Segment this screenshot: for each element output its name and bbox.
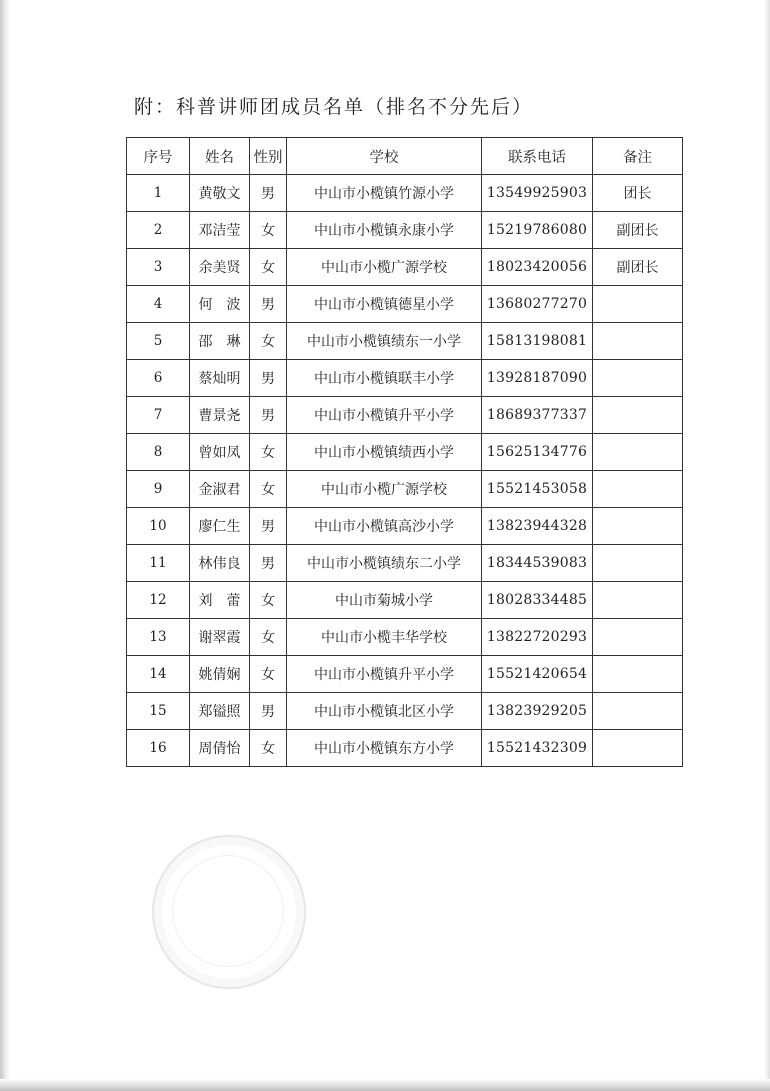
header-no: 序号 xyxy=(127,138,190,175)
table-row xyxy=(127,212,683,249)
page-edge-shadow-bottom xyxy=(0,1079,770,1091)
document-title: 附：科普讲师团成员名单（排名不分先后） xyxy=(134,96,534,118)
cell-gender: 男 xyxy=(250,545,287,582)
cell-school: 中山市小榄镇升平小学 xyxy=(287,656,482,693)
cell-note: 副团长 xyxy=(593,212,683,249)
cell-school: 中山市小榄镇德星小学 xyxy=(287,286,482,323)
table-row xyxy=(127,656,683,693)
cell-gender: 女 xyxy=(250,249,287,286)
cell-gender: 女 xyxy=(250,656,287,693)
cell-school: 中山市小榄镇高沙小学 xyxy=(287,508,482,545)
cell-school: 中山市菊城小学 xyxy=(287,582,482,619)
member-roster-table xyxy=(126,137,683,767)
cell-phone: 15219786080 xyxy=(482,212,593,249)
cell-school: 中山市小榄广源学校 xyxy=(287,249,482,286)
cell-phone: 13823944328 xyxy=(482,508,593,545)
cell-phone: 13822720293 xyxy=(482,619,593,656)
cell-school: 中山市小榄镇东方小学 xyxy=(287,730,482,767)
cell-note xyxy=(593,360,683,397)
cell-note xyxy=(593,619,683,656)
cell-name: 邵 琳 xyxy=(190,323,250,360)
cell-school: 中山市小榄镇绩东二小学 xyxy=(287,545,482,582)
table-row xyxy=(127,693,683,730)
cell-no: 4 xyxy=(127,286,190,323)
cell-school: 中山市小榄镇升平小学 xyxy=(287,397,482,434)
cell-gender: 男 xyxy=(250,397,287,434)
cell-phone: 15521453058 xyxy=(482,471,593,508)
cell-no: 8 xyxy=(127,434,190,471)
cell-no: 7 xyxy=(127,397,190,434)
cell-note xyxy=(593,397,683,434)
cell-note: 副团长 xyxy=(593,249,683,286)
cell-note xyxy=(593,323,683,360)
page-edge-shadow-left xyxy=(0,0,10,1091)
header-phone: 联系电话 xyxy=(482,138,593,175)
page-edge-shadow-right xyxy=(764,0,770,1091)
cell-note xyxy=(593,582,683,619)
cell-school: 中山市小榄镇北区小学 xyxy=(287,693,482,730)
cell-note: 团长 xyxy=(593,175,683,212)
header-gender: 性别 xyxy=(250,138,287,175)
cell-gender: 男 xyxy=(250,508,287,545)
cell-no: 2 xyxy=(127,212,190,249)
cell-gender: 女 xyxy=(250,471,287,508)
header-note: 备注 xyxy=(593,138,683,175)
cell-phone: 18028334485 xyxy=(482,582,593,619)
cell-phone: 15813198081 xyxy=(482,323,593,360)
cell-note xyxy=(593,730,683,767)
cell-no: 15 xyxy=(127,693,190,730)
header-school: 学校 xyxy=(287,138,482,175)
table-row xyxy=(127,323,683,360)
cell-gender: 女 xyxy=(250,212,287,249)
cell-phone: 15521432309 xyxy=(482,730,593,767)
cell-note xyxy=(593,286,683,323)
cell-no: 5 xyxy=(127,323,190,360)
cell-no: 13 xyxy=(127,619,190,656)
cell-school: 中山市小榄镇绩东一小学 xyxy=(287,323,482,360)
cell-gender: 女 xyxy=(250,434,287,471)
cell-name: 金淑君 xyxy=(190,471,250,508)
cell-school: 中山市小榄丰华学校 xyxy=(287,619,482,656)
cell-note xyxy=(593,471,683,508)
table-row xyxy=(127,286,683,323)
cell-phone: 15625134776 xyxy=(482,434,593,471)
cell-note xyxy=(593,656,683,693)
cell-no: 1 xyxy=(127,175,190,212)
cell-name: 廖仁生 xyxy=(190,508,250,545)
cell-phone: 18023420056 xyxy=(482,249,593,286)
cell-note xyxy=(593,545,683,582)
cell-no: 16 xyxy=(127,730,190,767)
cell-no: 14 xyxy=(127,656,190,693)
cell-school: 中山市小榄镇绩西小学 xyxy=(287,434,482,471)
table-row xyxy=(127,249,683,286)
cell-no: 11 xyxy=(127,545,190,582)
cell-note xyxy=(593,693,683,730)
table-header-row xyxy=(127,138,683,175)
cell-name: 刘 蕾 xyxy=(190,582,250,619)
cell-phone: 13823929205 xyxy=(482,693,593,730)
seal-inner-ring xyxy=(172,855,284,967)
table-row xyxy=(127,175,683,212)
cell-phone: 13680277270 xyxy=(482,286,593,323)
table-body xyxy=(127,175,683,767)
header-name: 姓名 xyxy=(190,138,250,175)
cell-name: 余美贤 xyxy=(190,249,250,286)
cell-no: 10 xyxy=(127,508,190,545)
cell-no: 12 xyxy=(127,582,190,619)
cell-phone: 13549925903 xyxy=(482,175,593,212)
cell-gender: 女 xyxy=(250,323,287,360)
faded-seal-stamp xyxy=(152,835,306,989)
table-row xyxy=(127,397,683,434)
table-row xyxy=(127,471,683,508)
cell-phone: 18344539083 xyxy=(482,545,593,582)
cell-name: 林伟良 xyxy=(190,545,250,582)
cell-name: 蔡灿明 xyxy=(190,360,250,397)
cell-gender: 男 xyxy=(250,175,287,212)
cell-name: 曾如凤 xyxy=(190,434,250,471)
cell-gender: 男 xyxy=(250,360,287,397)
cell-phone: 15521420654 xyxy=(482,656,593,693)
cell-name: 周倩怡 xyxy=(190,730,250,767)
cell-school: 中山市小榄广源学校 xyxy=(287,471,482,508)
cell-school: 中山市小榄镇永康小学 xyxy=(287,212,482,249)
table-row xyxy=(127,545,683,582)
cell-gender: 男 xyxy=(250,286,287,323)
cell-school: 中山市小榄镇竹源小学 xyxy=(287,175,482,212)
table-row xyxy=(127,434,683,471)
cell-gender: 男 xyxy=(250,693,287,730)
cell-school: 中山市小榄镇联丰小学 xyxy=(287,360,482,397)
cell-name: 谢翠霞 xyxy=(190,619,250,656)
cell-phone: 13928187090 xyxy=(482,360,593,397)
cell-name: 郑镒照 xyxy=(190,693,250,730)
table-row xyxy=(127,360,683,397)
table-row xyxy=(127,508,683,545)
cell-phone: 18689377337 xyxy=(482,397,593,434)
table-row xyxy=(127,582,683,619)
table-row xyxy=(127,730,683,767)
cell-gender: 女 xyxy=(250,730,287,767)
cell-name: 邓洁莹 xyxy=(190,212,250,249)
cell-name: 姚倩娴 xyxy=(190,656,250,693)
cell-no: 6 xyxy=(127,360,190,397)
cell-note xyxy=(593,434,683,471)
cell-no: 9 xyxy=(127,471,190,508)
cell-name: 何 波 xyxy=(190,286,250,323)
cell-note xyxy=(593,508,683,545)
cell-no: 3 xyxy=(127,249,190,286)
table-row xyxy=(127,619,683,656)
cell-name: 曹景尧 xyxy=(190,397,250,434)
cell-gender: 女 xyxy=(250,582,287,619)
cell-gender: 女 xyxy=(250,619,287,656)
cell-name: 黄敬文 xyxy=(190,175,250,212)
